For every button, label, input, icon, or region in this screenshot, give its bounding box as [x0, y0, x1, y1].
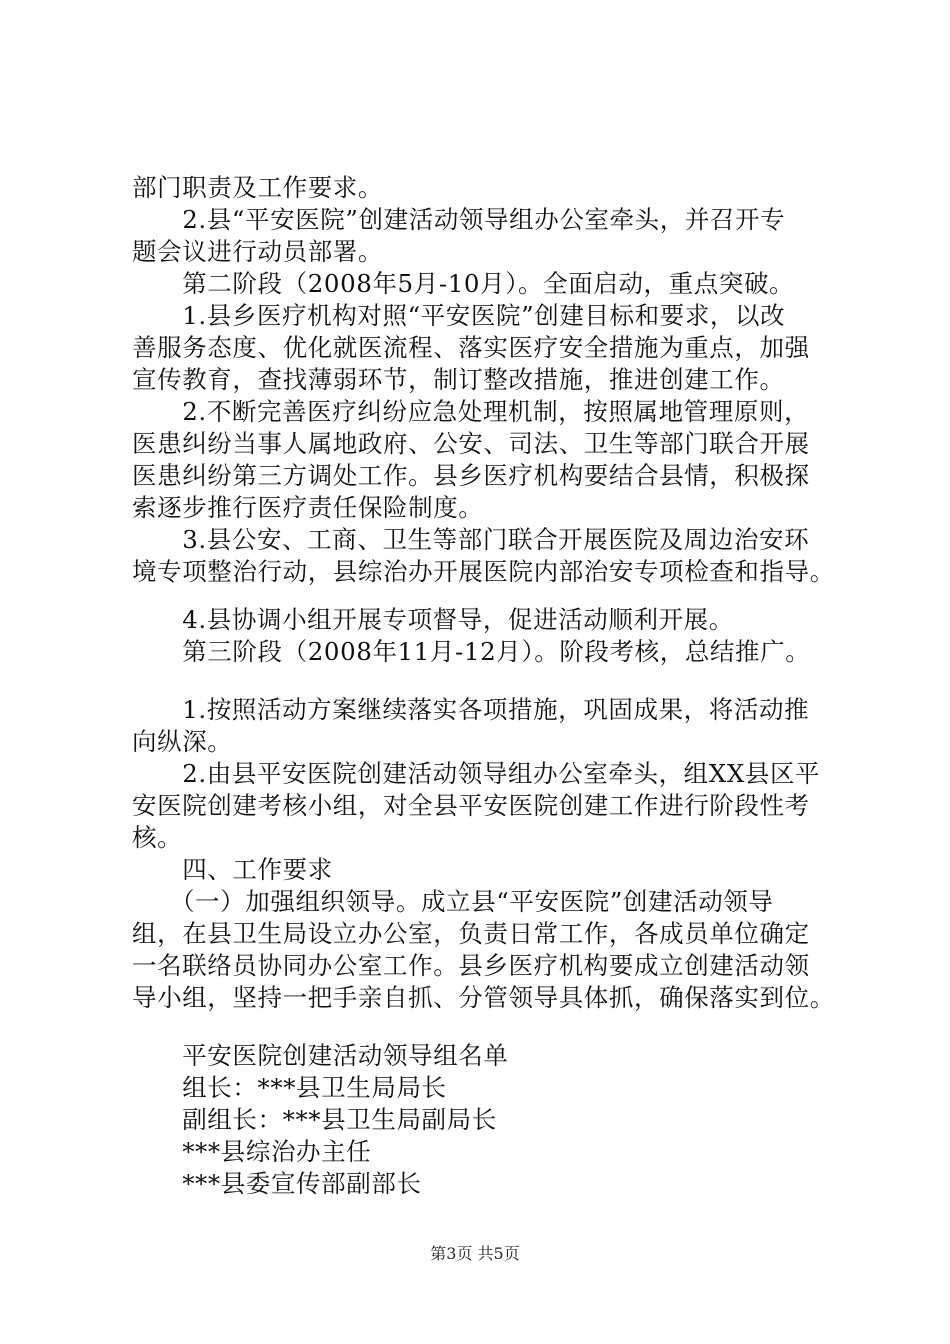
- text-line: 医患纠纷当事人属地政府、公安、司法、卫生等部门联合开展: [132, 429, 810, 458]
- text-line: 境专项整治行动，县综治办开展医院内部治安专项检查和指导。: [132, 557, 835, 586]
- text-line: 第二阶段（2008年5月-10月）。全面启动，重点突破。: [132, 269, 795, 298]
- text-line: 1.按照活动方案继续落实各项措施，巩固成果，将活动推: [132, 695, 810, 724]
- text-line: 副组长：***县卫生局副局长: [132, 1105, 497, 1134]
- text-line: 四、工作要求: [132, 855, 333, 884]
- text-line: 安医院创建考核小组，对全县平安医院创建工作进行阶段性考: [132, 791, 810, 820]
- text-line: 核。: [132, 823, 183, 852]
- text-line: 导小组，坚持一把手亲自抓、分管领导具体抓，确保落实到位。: [132, 983, 835, 1012]
- text-line: 第三阶段（2008年11月-12月）。阶段考核，总结推广。: [132, 637, 811, 666]
- page-footer: 第3页 共5页: [430, 1244, 520, 1263]
- text-line: 1.县乡医疗机构对照“平安医院”创建目标和要求，以改: [132, 301, 786, 330]
- text-line: 向纵深。: [132, 727, 233, 756]
- text-line: 2.由县平安医院创建活动领导组办公室牵头，组XX县区平: [132, 759, 821, 788]
- text-line: 组，在县卫生局设立办公室，负责日常工作，各成员单位确定: [132, 919, 810, 948]
- text-line: 一名联络员协同办公室工作。县乡医疗机构要成立创建活动领: [132, 951, 810, 980]
- text-line: ***县综治办主任: [132, 1137, 372, 1166]
- text-line: 医患纠纷第三方调处工作。县乡医疗机构要结合县情，积极探: [132, 461, 810, 490]
- text-line: 2.县“平安医院”创建活动领导组办公室牵头，并召开专: [132, 205, 786, 234]
- text-line: 3.县公安、工商、卫生等部门联合开展医院及周边治安环: [132, 525, 810, 554]
- text-line: 善服务态度、优化就医流程、落实医疗安全措施为重点，加强: [132, 333, 810, 362]
- text-line: 部门职责及工作要求。: [132, 173, 383, 202]
- text-line: 宣传教育，查找薄弱环节，制订整改措施，推进创建工作。: [132, 365, 785, 394]
- text-line: 4.县协调小组开展专项督导，促进活动顺利开展。: [132, 605, 734, 634]
- text-line: 组长：***县卫生局局长: [132, 1073, 447, 1102]
- text-line: 题会议进行动员部署。: [132, 237, 383, 266]
- text-line: 索逐步推行医疗责任保险制度。: [132, 493, 484, 522]
- text-line: 平安医院创建活动领导组名单: [132, 1041, 509, 1070]
- text-line: ***县委宣传部副部长: [132, 1169, 422, 1198]
- text-line: （一）加强组织领导。成立县“平安医院”创建活动领导: [132, 887, 774, 916]
- text-line: 2.不断完善医疗纠纷应急处理机制，按照属地管理原则，: [132, 397, 810, 426]
